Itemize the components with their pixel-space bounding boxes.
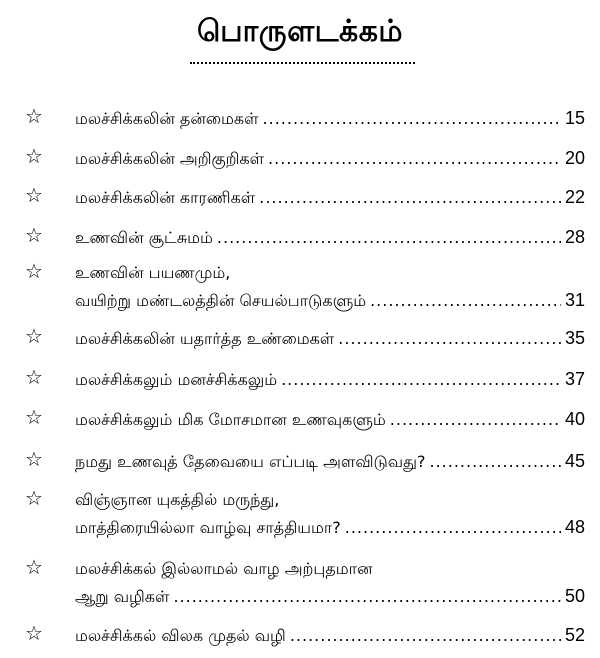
toc-entry-title: மலச்சிக்கலின் தன்மைகள் [75,109,259,128]
leader-dots [281,369,561,391]
star-icon: ☆ [25,104,43,128]
star-icon: ☆ [25,144,43,168]
page-number: 15 [564,108,585,128]
page-number: 37 [564,369,585,389]
page-number: 20 [564,148,585,168]
toc-entry-title: விஞ்ஞான யுகத்தில் மருந்து, [75,490,280,509]
star-icon: ☆ [25,486,43,510]
toc-entry-title-continued: மாத்திரையில்லா வாழ்வு சாத்தியமா? [75,518,341,537]
page-number: 50 [564,586,585,606]
star-icon: ☆ [25,405,43,429]
leader-dots [173,586,561,608]
leader-dots [429,451,560,473]
toc-entry-title-continued: வயிற்று மண்டலத்தின் செயல்பாடுகளும் [75,291,367,310]
toc-entry-title: மலச்சிக்கலின் காரணிகள் [75,188,256,207]
leader-dots [390,409,561,431]
toc-entry-title: மலச்சிக்கலின் யதார்த்த உண்மைகள் [75,329,335,348]
star-icon: ☆ [25,223,43,247]
page-number: 35 [564,328,585,348]
leader-dots [259,187,561,209]
leader-dots [217,227,561,249]
toc-entry-title: மலச்சிக்கலும் மனச்சிக்கலும் [75,370,278,389]
toc-entry-title-continued: ஆறு வழிகள் [75,587,170,606]
star-icon: ☆ [25,324,43,348]
toc-entry-title: நமது உணவுத் தேவையை எப்படி அளவிடுவது? [75,452,426,471]
page-number: 45 [564,451,585,471]
page-number: 40 [564,409,585,429]
toc-entry-title: மலச்சிக்கலும் மிக மோசமான உணவுகளும் [75,410,386,429]
page-number: 28 [564,227,585,247]
star-icon: ☆ [25,259,43,283]
toc-entry-title: உணவின் சூட்சுமம் [75,228,213,247]
page-number: 22 [564,187,585,207]
leader-dots [345,517,561,539]
star-icon: ☆ [25,183,43,207]
page-number: 48 [564,517,585,537]
page-number: 52 [564,625,585,645]
page-title: பொருளடக்கம் [196,14,404,49]
page-number: 31 [564,290,585,310]
leader-dots [338,328,561,350]
star-icon: ☆ [25,555,43,579]
leader-dots [290,625,561,647]
leader-dots [370,290,561,312]
star-icon: ☆ [25,365,43,389]
toc-entry-title: உணவின் பயணமும், [75,263,231,282]
star-icon: ☆ [25,621,43,645]
leader-dots [268,148,561,170]
toc-entry-title: மலச்சிக்கல் விலக முதல் வழி [75,626,286,645]
toc-entry-title: மலச்சிக்கல் இல்லாமல் வாழ அற்புதமான [75,559,373,578]
star-icon: ☆ [25,447,43,471]
leader-dots [263,108,561,130]
toc-entry-title: மலச்சிக்கலின் அறிகுறிகள் [75,149,265,168]
